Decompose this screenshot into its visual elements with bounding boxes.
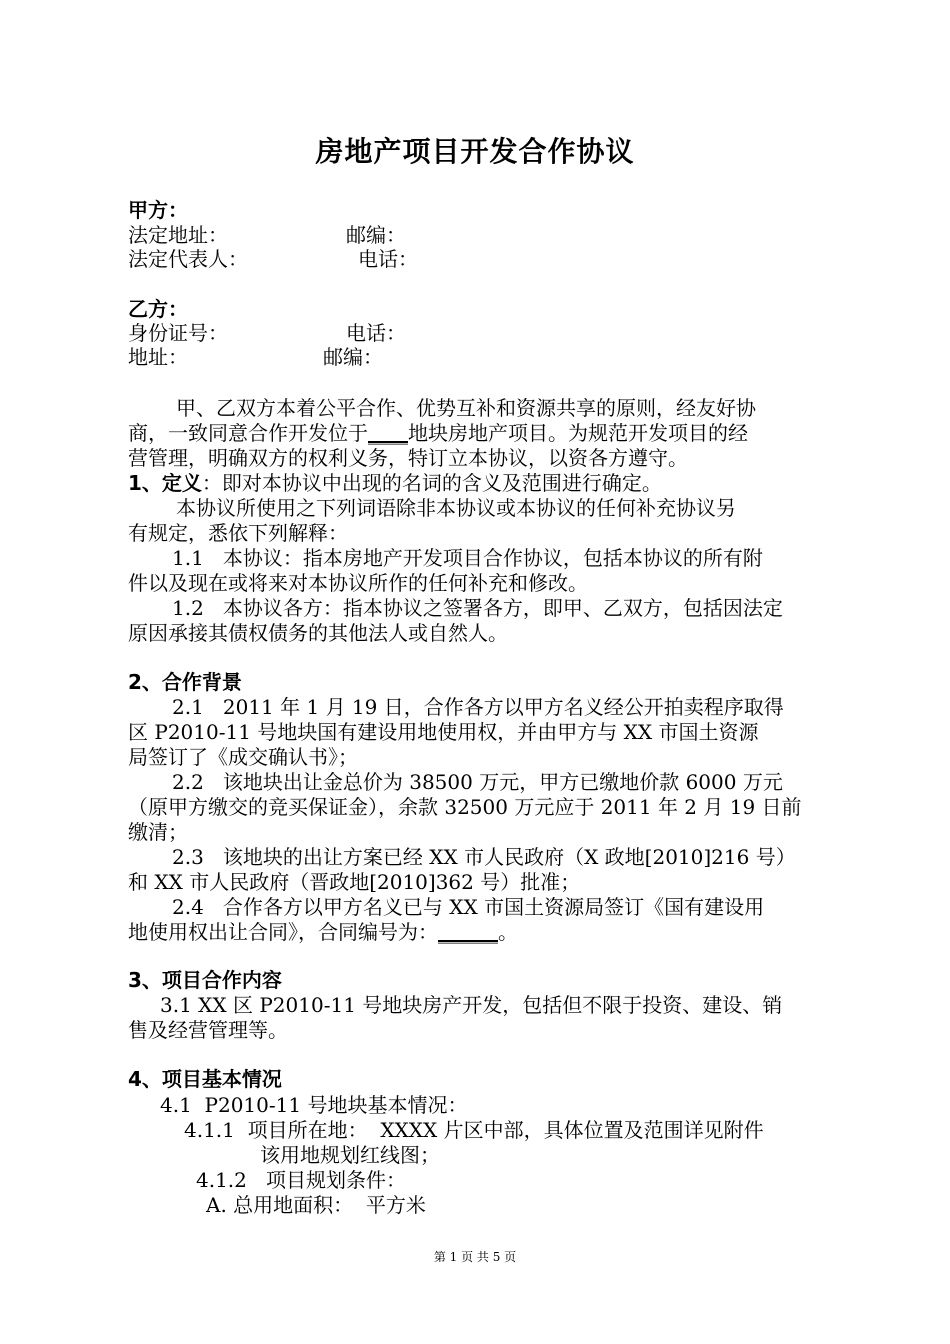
clause-3-1-line-1: 3.1 XX 区 P2010-11 号地块房产开发，包括但不限于投资、建设、销	[160, 993, 783, 1017]
clause-2-2-line-2: （原甲方缴交的竞买保证金），余款 32500 万元应于 2011 年 2 月 19 日前	[128, 795, 802, 819]
clause-4-1: 4.1 P2010-11 号地块基本情况：	[160, 1093, 468, 1117]
item-a-total-area: A. 总用地面积： 平方米	[206, 1193, 426, 1217]
clause-2-3-line-1: 2.3 该地块的出让方案已经 XX 市人民政府（X 政地[2010]216 号）	[172, 845, 796, 869]
contract-number-blank: ______	[438, 920, 498, 944]
clause-2-3-line-2: 和 XX 市人民政府（晋政地[2010]362 号）批准；	[128, 870, 581, 894]
page-footer: 第 1 页 共 5 页	[433, 1250, 517, 1264]
clause-2-1-line-1: 2.1 2011 年 1 月 19 日，合作各方以甲方名义经公开拍卖程序取得	[172, 695, 784, 719]
clause-2-2-line-1: 2.2 该地块出让金总价为 38500 万元，甲方已缴地价款 6000 万元	[172, 770, 783, 794]
party-b-phone-label: 电话：	[346, 321, 406, 345]
s1-para-line-2: 有规定，悉依下列解释：	[128, 521, 348, 545]
clause-4-1-1-line-1: 4.1.1 项目所在地： XXXX 片区中部，具体位置及范围详见附件	[184, 1118, 764, 1142]
party-a-phone-label: 电话：	[358, 247, 418, 271]
intro-line-1: 甲、乙双方本着公平合作、优势互补和资源共享的原则，经友好协	[176, 396, 756, 420]
party-b-heading: 乙方：	[128, 297, 188, 321]
location-blank: ____	[368, 421, 408, 445]
s1-para-line-1: 本协议所使用之下列词语除非本协议或本协议的任何补充协议另	[176, 496, 736, 520]
intro-line-2: 商，一致同意合作开发位于____地块房地产项目。为规范开发项目的经	[128, 421, 748, 445]
section-4-heading: 4、项目基本情况	[128, 1067, 282, 1091]
party-a-zip-label: 邮编：	[346, 223, 406, 247]
clause-1-2-line-2: 原因承接其债权债务的其他法人或自然人。	[128, 621, 508, 645]
clause-1-2-line-1: 1.2 本协议各方：指本协议之签署各方，即甲、乙双方，包括因法定	[172, 596, 783, 620]
section-2-heading: 2、合作背景	[128, 670, 242, 694]
clause-3-1-line-2: 售及经营管理等。	[128, 1018, 288, 1042]
intro-line-3: 营管理，明确双方的权利义务，特订立本协议，以资各方遵守。	[128, 446, 688, 470]
clause-2-1-line-3: 局签订了《成交确认书》；	[128, 745, 358, 769]
clause-2-4-line-1: 2.4 合作各方以甲方名义已与 XX 市国土资源局签订《国有建设用	[172, 895, 765, 919]
clause-4-1-2: 4.1.2 项目规划条件：	[196, 1168, 406, 1192]
section-1-heading: 1、定义：即对本协议中出现的名词的含义及范围进行确定。	[128, 471, 662, 495]
clause-2-4-line-2: 地使用权出让合同》，合同编号为：______。	[128, 920, 518, 944]
clause-4-1-1-line-2: 该用地规划红线图；	[260, 1143, 440, 1167]
clause-1-1-line-2: 件以及现在或将来对本协议所作的任何补充和修改。	[128, 571, 588, 595]
party-b-zip-label: 邮编：	[323, 345, 383, 369]
party-a-heading: 甲方：	[128, 198, 188, 222]
section-3-heading: 3、项目合作内容	[128, 968, 282, 992]
party-a-rep-label: 法定代表人：	[128, 247, 248, 271]
clause-1-1-line-1: 1.1 本协议：指本房地产开发项目合作协议，包括本协议的所有附	[172, 546, 763, 570]
party-b-id-label: 身份证号：	[128, 321, 228, 345]
clause-2-2-line-3: 缴清；	[128, 820, 188, 844]
clause-2-1-line-2: 区 P2010-11 号地块国有建设用地使用权，并由甲方与 XX 市国土资源	[128, 720, 759, 744]
page-title: 房地产项目开发合作协议	[315, 135, 635, 168]
party-b-address-label: 地址：	[128, 345, 188, 369]
party-a-address-label: 法定地址：	[128, 223, 228, 247]
